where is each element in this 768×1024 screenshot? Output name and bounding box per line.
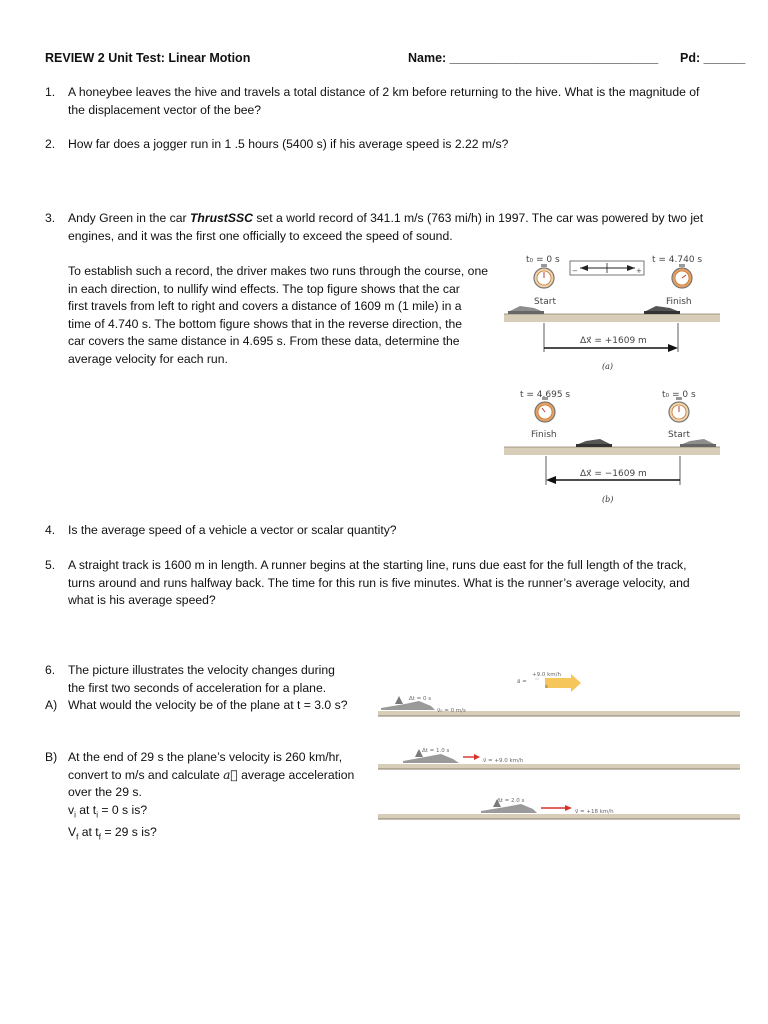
text-run: = 0 s is? (97, 802, 148, 817)
part-a-text: What would the velocity be of the plane at t = 3.0 s? (68, 698, 348, 712)
runway (378, 814, 740, 819)
paragraph-line: in each direction, to nullify wind effects. The top figure shows that the car (68, 281, 460, 296)
question-text-line: engines, and it was the first one officially to exceed the speed of sound. (68, 228, 453, 243)
acceleration-denominator: s (545, 684, 548, 690)
subscript: f (76, 832, 79, 842)
subscript: i (96, 810, 98, 820)
question-text-line: Is the average speed of a vehicle a vector or scalar quantity? (68, 523, 397, 537)
figure-b (500, 383, 725, 505)
final-velocity-line (68, 824, 354, 846)
finish-label: Finish (531, 430, 557, 440)
start-label: Start (668, 430, 690, 440)
velocity-label: v⃗ = +18 km/h (575, 809, 614, 815)
subscript: f (98, 832, 101, 842)
text-run: = 29 s is? (100, 824, 157, 839)
runway (378, 711, 740, 716)
acceleration-numerator: +9.0 km/h (532, 672, 561, 678)
part-b-text (68, 749, 354, 846)
subscript: i (74, 810, 76, 820)
question-number: 1. (45, 85, 56, 99)
figure-caption: (a) (602, 362, 614, 371)
ground (504, 447, 720, 455)
text-run: Andy Green in the car (68, 211, 190, 225)
question-text-line: A straight track is 1600 m in length. A runner begins at the starting line, runs due east for the full length of the track, (68, 558, 687, 572)
plus-sign: + (636, 267, 642, 275)
runway (378, 764, 740, 769)
question-text-line: the first two seconds of acceleration for a plane. (68, 680, 327, 695)
paragraph-line: first travels from left to right and covers a distance of 1609 m (1 mile) in a (68, 299, 462, 314)
part-a-label: A) (45, 698, 58, 712)
t-label: t = 4.740 s (652, 255, 703, 265)
text-run: at t (75, 802, 97, 817)
time-label: Δt = 1.0 s (422, 748, 450, 754)
t0-label: t₀ = 0 s (662, 390, 696, 400)
question-text-line (68, 210, 703, 228)
part-b-label: B) (45, 750, 58, 764)
t0-label: t₀ = 0 s (526, 255, 560, 265)
paragraph-line: average velocity for each run. (68, 351, 228, 366)
text-run: convert to m/s and calculate (68, 767, 220, 782)
figure-a (500, 248, 725, 373)
paragraph-line: time of 4.740 s. The bottom figure shows that in the reverse direction, the (68, 316, 463, 331)
question-text-line: The picture illustrates the velocity changes during (68, 663, 335, 677)
paragraph-line: To establish such a record, the driver makes two runs through the course, one (68, 264, 489, 278)
part-b-line: over the 29 s. (68, 785, 142, 800)
car-icon (576, 439, 612, 447)
displacement-label: Δx⃗ = −1609 m (580, 469, 647, 479)
part-b-line (68, 767, 354, 785)
velocity-label: v⃗₀ = 0 m/s (437, 708, 466, 714)
time-label: Δt = 0 s (409, 696, 432, 702)
text-run: v (68, 802, 75, 817)
acceleration-lhs: a⃗ = (517, 679, 527, 685)
ground (504, 314, 720, 322)
name-field[interactable]: Name: ______________________________ (408, 51, 659, 65)
acceleration-symbol: a⃗ (223, 767, 238, 782)
text-run: at t (78, 824, 99, 839)
question-number: 6. (45, 663, 56, 677)
time-label: Δt = 2.0 s (497, 798, 525, 804)
period-field[interactable]: Pd: ______ (680, 51, 746, 65)
question-3-paragraph (68, 263, 488, 369)
question-number: 4. (45, 523, 56, 537)
paragraph-line: car covers the same distance in 4.695 s. From these data, determine the (68, 334, 460, 349)
question-text-line: turns around and runs halfway back. The time for this run is five minutes. What is the runner’s average velocity, and (68, 575, 690, 590)
finish-label: Finish (666, 297, 692, 307)
displacement-label: Δx⃗ = +1609 m (580, 336, 647, 346)
question-number: 3. (45, 211, 56, 225)
question-text-line: How far does a jogger run in 1 .5 hours (5400 s) if his average speed is 2.22 m/s? (68, 137, 509, 151)
start-label: Start (534, 297, 556, 307)
text-run: average acceleration (241, 767, 355, 782)
plane-figure (375, 660, 740, 825)
figure-caption: (b) (602, 495, 614, 504)
initial-velocity-line (68, 802, 354, 824)
text-run: V (68, 824, 77, 839)
question-text-line: A honeybee leaves the hive and travels a total distance of 2 km before returning to the hive. What is the magnitude of (68, 85, 700, 99)
minus-sign: − (572, 267, 578, 275)
question-number: 2. (45, 137, 56, 151)
part-b-line: At the end of 29 s the plane’s velocity is 260 km/hr, (68, 750, 343, 764)
question-text-line: the displacement vector of the bee? (68, 102, 262, 117)
question-number: 5. (45, 558, 56, 572)
text-run: set a world record of 341.1 m/s (763 mi/h) in 1997. The car was powered by two jet (252, 211, 704, 225)
question-text-line: what is his average speed? (68, 593, 216, 608)
worksheet-title: REVIEW 2 Unit Test: Linear Motion (45, 51, 251, 65)
velocity-label: v⃗ = +9.0 km/h (483, 758, 524, 764)
t-label: t = 4.695 s (520, 390, 571, 400)
car-name: ThrustSSC (189, 211, 253, 225)
